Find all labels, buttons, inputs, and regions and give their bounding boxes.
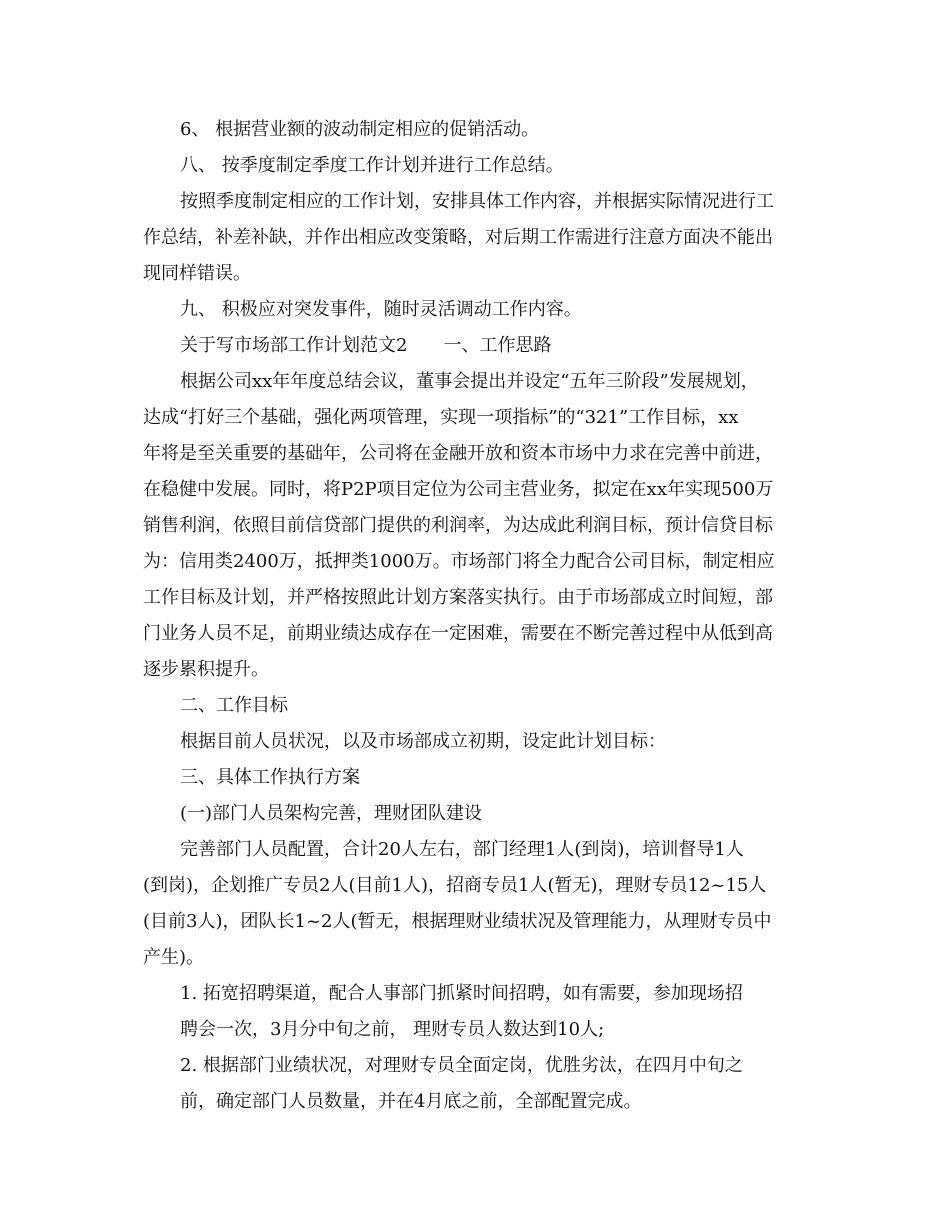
text-line: 现同样错误。 xyxy=(143,263,251,284)
text-line: 产生)。 xyxy=(143,947,205,968)
text-line: 门业务人员不足，前期业绩达成存在一定困难，需要在不断完善过程中从低到高 xyxy=(143,623,773,644)
text-line: 年将是至关重要的基础年，公司将在金融开放和资本市场中力求在完善中前进， xyxy=(143,443,773,464)
text-line: 九、 积极应对突发事件，随时灵活调动工作内容。 xyxy=(180,299,582,320)
text-line: 达成“打好三个基础，强化两项管理，实现一项指标”的“321”工作目标，xx xyxy=(143,407,739,428)
text-line: 八、 按季度制定季度工作计划并进行工作总结。 xyxy=(180,155,564,176)
text-line: 根据公司xx年年度总结会议，董事会提出并设定“五年三阶段”发展规划， xyxy=(180,371,759,392)
text-line: 在稳健中发展。同时，将P2P项目定位为公司主营业务，拟定在xx年实现500万 xyxy=(143,479,774,500)
text-line: 完善部门人员配置，合计20人左右，部门经理1人(到岗)，培训督导1人 xyxy=(180,839,744,860)
list-item-continued: 前，确定部门人员数量，并在4月底之前，全部配置完成。 xyxy=(180,1091,642,1112)
text-line: 为：信用类2400万，抵押类1000万。市场部门将全力配合公司目标，制定相应 xyxy=(143,551,775,572)
list-item: 2. 根据部门业绩状况，对理财专员全面定岗，优胜劣汰，在四月中旬之 xyxy=(180,1055,743,1076)
section-heading: 三、具体工作执行方案 xyxy=(180,767,360,788)
text-line: 关于写市场部工作计划范文2 一、工作思路 xyxy=(180,335,552,356)
text-line: 销售利润，依照目前信贷部门提供的利润率，为达成此利润目标，预计信贷目标 xyxy=(143,515,773,536)
section-heading: 二、工作目标 xyxy=(180,695,288,716)
text-line: 6、 根据营业额的波动制定相应的促销活动。 xyxy=(180,119,540,140)
text-line: 根据目前人员状况，以及市场部成立初期，设定此计划目标： xyxy=(180,731,666,752)
text-line: 逐步累积提升。 xyxy=(143,659,269,680)
list-item: 1. 拓宽招聘渠道，配合人事部门抓紧时间招聘，如有需要，参加现场招 xyxy=(180,983,743,1004)
text-line: (到岗)，企划推广专员2人(目前1人)，招商专员1人(暂无)，理财专员12~15人 xyxy=(143,875,767,896)
text-line: 作总结，补差补缺，并作出相应改变策略，对后期工作需进行注意方面决不能出 xyxy=(143,227,773,248)
text-line: 工作目标及计划，并严格按照此计划方案落实执行。由于市场部成立时间短，部 xyxy=(143,587,773,608)
list-item-continued: 聘会一次，3月分中旬之前， 理财专员人数达到10人; xyxy=(180,1019,605,1040)
subsection-heading: (一)部门人员架构完善，理财团队建设 xyxy=(180,803,483,824)
text-line: 按照季度制定相应的工作计划，安排具体工作内容，并根据实际情况进行工 xyxy=(180,191,774,212)
text-line: (目前3人)，团队长1~2人(暂无，根据理财业绩状况及管理能力，从理财专员中 xyxy=(143,911,772,932)
